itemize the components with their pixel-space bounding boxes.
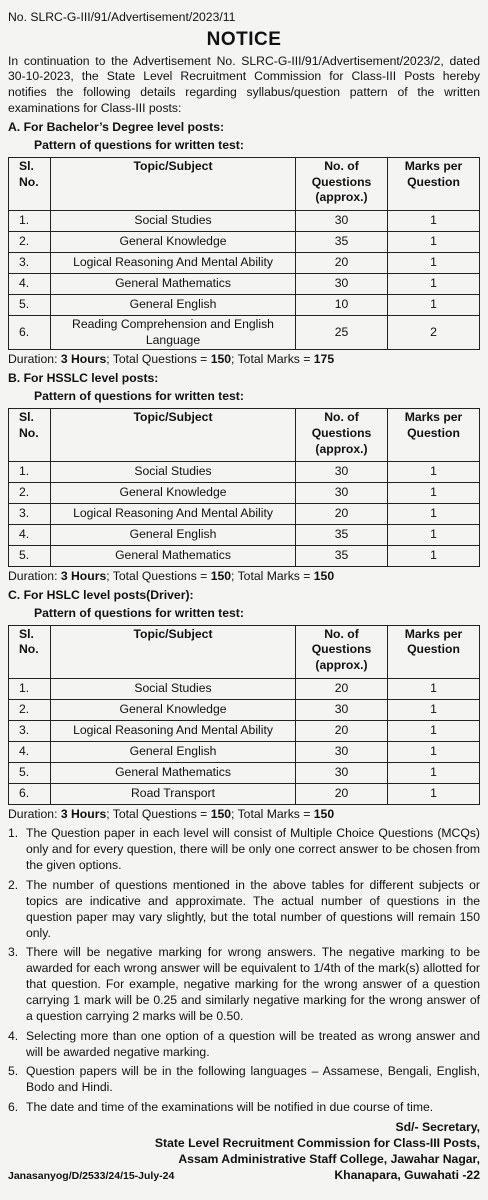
header-no-of-questions: No. of Questions (approx.) bbox=[296, 409, 388, 462]
cell-questions: 30 bbox=[296, 210, 388, 231]
cell-questions: 30 bbox=[296, 762, 388, 783]
sections-container bbox=[8, 120, 480, 822]
intro-paragraph: In continuation to the Advertisement No. SLRC-G-III/91/Advertisement/2023/2, dated 30-10-2023, the State Level Recruitment Commission for Class-III Posts hereby notifies the following details regarding syllabus/question pattern of the written examinations for Class-III posts: bbox=[8, 53, 480, 116]
questions-table bbox=[8, 408, 480, 567]
questions-table bbox=[8, 625, 480, 805]
table-row bbox=[9, 294, 480, 315]
notes-list bbox=[8, 826, 480, 1116]
section-summary bbox=[8, 807, 480, 823]
section-heading: A. For Bachelor’s Degree level posts: bbox=[8, 119, 225, 134]
table-row bbox=[9, 483, 480, 504]
cell-sl-no: 3. bbox=[9, 504, 51, 525]
total-questions-value: 150 bbox=[210, 569, 232, 583]
total-marks-label: ; Total Marks = bbox=[231, 352, 314, 367]
cell-topic: Logical Reasoning And Mental Ability bbox=[51, 720, 296, 741]
cell-marks: 1 bbox=[388, 546, 480, 567]
cell-sl-no: 1. bbox=[9, 462, 51, 483]
cell-questions: 35 bbox=[296, 525, 388, 546]
table-row bbox=[9, 273, 480, 294]
cell-questions: 20 bbox=[296, 504, 388, 525]
note-number: 1. bbox=[8, 826, 19, 841]
total-marks-value: 175 bbox=[313, 352, 335, 367]
table-row bbox=[9, 504, 480, 525]
footer-row bbox=[8, 1168, 480, 1184]
table-row bbox=[9, 678, 480, 699]
note-number: 2. bbox=[8, 878, 19, 893]
cell-marks: 2 bbox=[388, 315, 480, 350]
note-number: 3. bbox=[8, 945, 19, 960]
cell-sl-no: 3. bbox=[9, 720, 51, 741]
cell-marks: 1 bbox=[388, 483, 480, 504]
cell-questions: 30 bbox=[296, 462, 388, 483]
section-heading: B. For HSSLC level posts: bbox=[8, 371, 159, 386]
duration-value: 3 Hours bbox=[60, 569, 107, 583]
questions-table bbox=[8, 157, 480, 351]
header-sl-no: Sl. No. bbox=[9, 625, 51, 678]
total-questions-label: ; Total Questions = bbox=[106, 352, 211, 367]
cell-questions: 35 bbox=[296, 231, 388, 252]
table-row bbox=[9, 231, 480, 252]
cell-marks: 1 bbox=[388, 783, 480, 804]
cell-marks: 1 bbox=[388, 273, 480, 294]
duration-label: Duration: bbox=[8, 352, 61, 367]
table-row bbox=[9, 315, 480, 350]
header-topic: Topic/Subject bbox=[51, 625, 296, 678]
note-item bbox=[8, 1100, 480, 1116]
table-row bbox=[9, 210, 480, 231]
janasanyog-code: Janasanyog/D/2533/24/15-July-24 bbox=[8, 1169, 175, 1182]
cell-questions: 20 bbox=[296, 678, 388, 699]
cell-topic: Social Studies bbox=[51, 678, 296, 699]
cell-topic: Logical Reasoning And Mental Ability bbox=[51, 252, 296, 273]
duration-label: Duration: bbox=[8, 569, 61, 583]
note-item bbox=[8, 1029, 480, 1061]
section-summary bbox=[8, 352, 480, 368]
note-text: There will be negative marking for wrong answers. The negative marking to be awarded for each wrong answer will be equivalent to 1/4th of the mark(s) allotted for that question. For example, negative marking for the wrong answer of a question carrying 1 mark will be 0.25 and similarly negative marking for the wrong answer of a question carrying 2 marks will be 0.50. bbox=[26, 945, 480, 1023]
table-header-row bbox=[9, 625, 480, 678]
cell-questions: 10 bbox=[296, 294, 388, 315]
header-marks-per-question: Marks per Question bbox=[388, 625, 480, 678]
total-questions-label: ; Total Questions = bbox=[106, 569, 211, 583]
note-number: 6. bbox=[8, 1100, 19, 1115]
cell-sl-no: 2. bbox=[9, 699, 51, 720]
cell-topic: Reading Comprehension and English Language bbox=[51, 315, 296, 350]
cell-questions: 30 bbox=[296, 273, 388, 294]
cell-questions: 30 bbox=[296, 741, 388, 762]
total-marks-value: 150 bbox=[313, 569, 335, 583]
reference-number: No. SLRC-G-III/91/Advertisement/2023/11 bbox=[8, 10, 236, 24]
duration-value: 3 Hours bbox=[60, 352, 107, 367]
cell-sl-no: 4. bbox=[9, 741, 51, 762]
note-text: The date and time of the examinations will be notified in due course of time. bbox=[26, 1100, 434, 1115]
cell-sl-no: 5. bbox=[9, 546, 51, 567]
section-heading: C. For HSLC level posts(Driver): bbox=[8, 587, 194, 602]
table-row bbox=[9, 741, 480, 762]
cell-topic: General Mathematics bbox=[51, 762, 296, 783]
header-topic: Topic/Subject bbox=[51, 157, 296, 210]
cell-questions: 30 bbox=[296, 483, 388, 504]
cell-topic: Logical Reasoning And Mental Ability bbox=[51, 504, 296, 525]
table-row bbox=[9, 252, 480, 273]
table-row bbox=[9, 783, 480, 804]
note-item bbox=[8, 1064, 480, 1096]
cell-marks: 1 bbox=[388, 678, 480, 699]
cell-marks: 1 bbox=[388, 252, 480, 273]
cell-sl-no: 1. bbox=[9, 678, 51, 699]
table-row bbox=[9, 762, 480, 783]
cell-marks: 1 bbox=[388, 462, 480, 483]
note-text: The number of questions mentioned in the above tables for different subjects or topics are indicative and approximate. The actual number of questions in the question paper may vary slightly, but the total number of questions will remain 150 only. bbox=[26, 878, 480, 940]
duration-value: 3 Hours bbox=[60, 806, 107, 821]
header-marks-per-question: Marks per Question bbox=[388, 409, 480, 462]
cell-questions: 20 bbox=[296, 783, 388, 804]
cell-questions: 20 bbox=[296, 720, 388, 741]
signature-line-4: Khanapara, Guwahati -22 bbox=[334, 1167, 480, 1182]
note-item bbox=[8, 945, 480, 1024]
note-item bbox=[8, 826, 480, 874]
cell-topic: General English bbox=[51, 741, 296, 762]
pattern-label: Pattern of questions for written test: bbox=[34, 605, 244, 620]
note-text: Selecting more than one option of a question will be treated as wrong answer and will be awarded negative marking. bbox=[26, 1028, 480, 1059]
cell-marks: 1 bbox=[388, 699, 480, 720]
cell-topic: General English bbox=[51, 294, 296, 315]
cell-sl-no: 1. bbox=[9, 210, 51, 231]
cell-marks: 1 bbox=[388, 762, 480, 783]
header-sl-no: Sl. No. bbox=[9, 157, 51, 210]
cell-topic: General Knowledge bbox=[51, 699, 296, 720]
table-row bbox=[9, 546, 480, 567]
header-no-of-questions: No. of Questions (approx.) bbox=[296, 157, 388, 210]
cell-topic: General English bbox=[51, 525, 296, 546]
table-row bbox=[9, 699, 480, 720]
cell-questions: 35 bbox=[296, 546, 388, 567]
note-text: The Question paper in each level will consist of Multiple Choice Questions (MCQs) only and for every question, there will be only one correct answer to be chosen from the given options. bbox=[26, 826, 480, 873]
note-number: 5. bbox=[8, 1064, 19, 1079]
cell-topic: Social Studies bbox=[51, 462, 296, 483]
cell-questions: 20 bbox=[296, 252, 388, 273]
cell-questions: 30 bbox=[296, 699, 388, 720]
header-topic: Topic/Subject bbox=[51, 409, 296, 462]
cell-topic: General Knowledge bbox=[51, 231, 296, 252]
total-questions-value: 150 bbox=[210, 352, 232, 367]
duration-label: Duration: bbox=[8, 806, 61, 821]
cell-sl-no: 5. bbox=[9, 294, 51, 315]
cell-sl-no: 5. bbox=[9, 762, 51, 783]
section-summary bbox=[8, 569, 480, 585]
cell-sl-no: 3. bbox=[9, 252, 51, 273]
cell-topic: Road Transport bbox=[51, 783, 296, 804]
signature-block bbox=[8, 1120, 480, 1168]
table-header-row bbox=[9, 157, 480, 210]
cell-marks: 1 bbox=[388, 231, 480, 252]
cell-topic: General Mathematics bbox=[51, 546, 296, 567]
cell-sl-no: 6. bbox=[9, 315, 51, 350]
note-item bbox=[8, 878, 480, 941]
total-questions-label: ; Total Questions = bbox=[106, 806, 211, 821]
table-row bbox=[9, 525, 480, 546]
cell-marks: 1 bbox=[388, 210, 480, 231]
notice-title: NOTICE bbox=[206, 28, 282, 50]
header-marks-per-question: Marks per Question bbox=[388, 157, 480, 210]
table-row bbox=[9, 720, 480, 741]
header-sl-no: Sl. No. bbox=[9, 409, 51, 462]
pattern-label: Pattern of questions for written test: bbox=[34, 137, 244, 152]
cell-sl-no: 4. bbox=[9, 273, 51, 294]
total-marks-label: ; Total Marks = bbox=[231, 806, 314, 821]
cell-topic: General Knowledge bbox=[51, 483, 296, 504]
note-number: 4. bbox=[8, 1028, 19, 1043]
cell-marks: 1 bbox=[388, 741, 480, 762]
cell-marks: 1 bbox=[388, 504, 480, 525]
cell-sl-no: 2. bbox=[9, 483, 51, 504]
pattern-label: Pattern of questions for written test: bbox=[34, 389, 244, 404]
cell-sl-no: 2. bbox=[9, 231, 51, 252]
cell-questions: 25 bbox=[296, 315, 388, 350]
note-text: Question papers will be in the following languages – Assamese, Bengali, English, Bodo and Hindi. bbox=[26, 1064, 480, 1095]
total-marks-value: 150 bbox=[313, 806, 335, 821]
table-row bbox=[9, 462, 480, 483]
cell-topic: General Mathematics bbox=[51, 273, 296, 294]
cell-sl-no: 4. bbox=[9, 525, 51, 546]
cell-marks: 1 bbox=[388, 525, 480, 546]
signature-line-3: Assam Administrative Staff College, Jawahar Nagar, bbox=[178, 1151, 480, 1166]
total-marks-label: ; Total Marks = bbox=[231, 569, 314, 583]
table-header-row bbox=[9, 409, 480, 462]
cell-marks: 1 bbox=[388, 294, 480, 315]
total-questions-value: 150 bbox=[210, 806, 232, 821]
signature-line-2: State Level Recruitment Commission for Class-III Posts, bbox=[154, 1135, 480, 1150]
cell-marks: 1 bbox=[388, 720, 480, 741]
signature-line-1: Sd/- Secretary, bbox=[395, 1120, 480, 1135]
header-no-of-questions: No. of Questions (approx.) bbox=[296, 625, 388, 678]
cell-sl-no: 6. bbox=[9, 783, 51, 804]
cell-topic: Social Studies bbox=[51, 210, 296, 231]
